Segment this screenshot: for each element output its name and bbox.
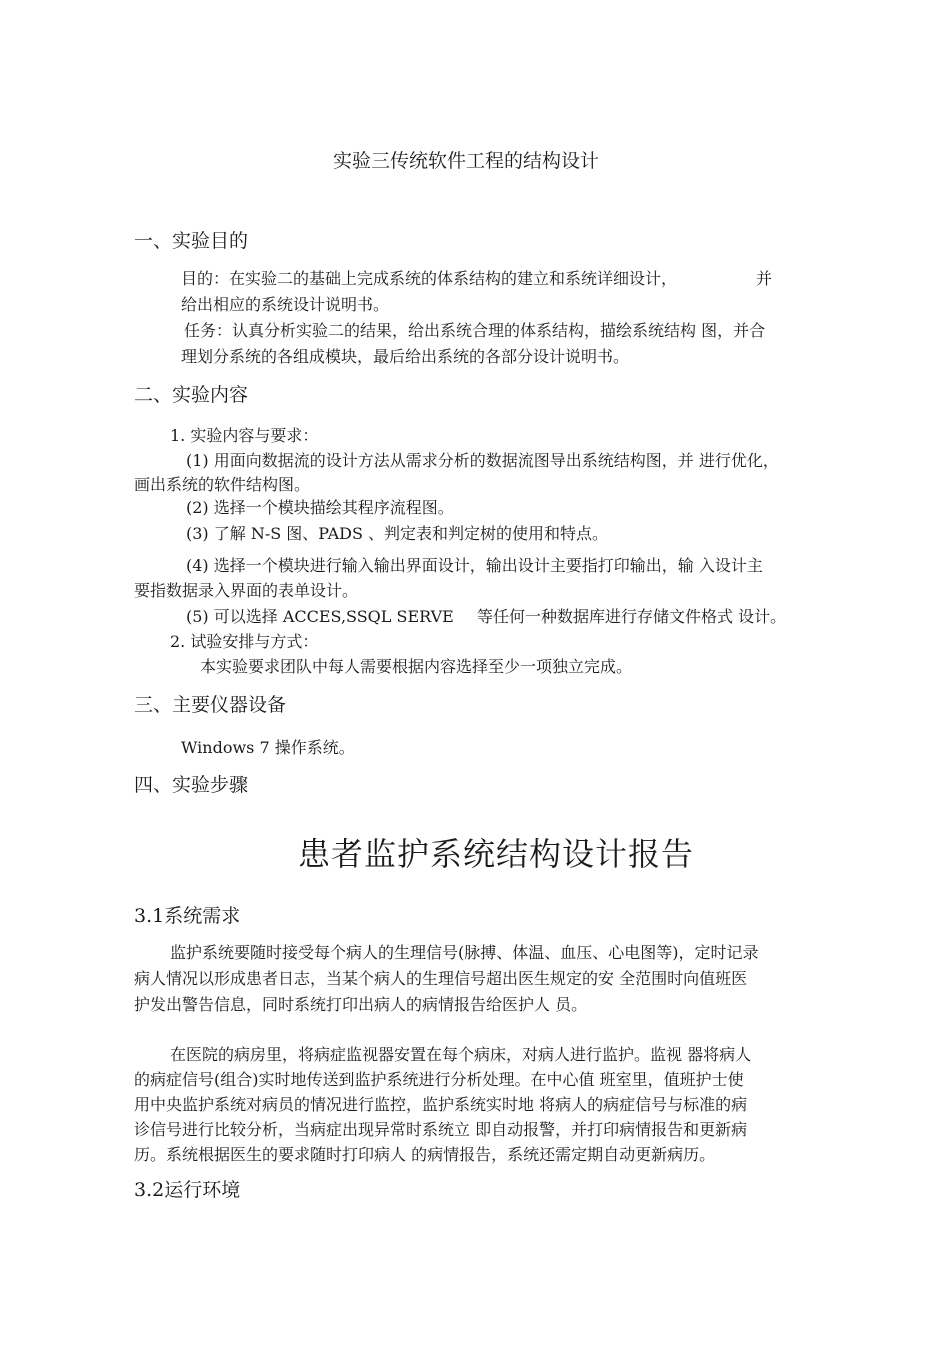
req-2: (2) 选择一个模块描绘其程序流程图。 [186, 498, 454, 517]
section-4-heading: 四、实验步骤 [134, 774, 249, 796]
req-4-line-2: 要指数据录入界面的表单设计。 [134, 581, 359, 600]
content-item-1: 1. 实验内容与要求： [170, 426, 319, 445]
requirements-p2-line-5: 历。系统根据医生的要求随时打印病人 的病情报告，系统还需定期自动更新病历。 [134, 1145, 716, 1164]
content-item-2: 2. 试验安排与方式： [170, 632, 319, 651]
requirements-p2-line-3: 用中央监护系统对病员的情况进行监控，监护系统实时地 将病人的病症信号与标准的病 [134, 1095, 748, 1114]
req-4-line-1: (4) 选择一个模块进行输入输出界面设计，输出设计主要指打印输出，输 入设计主 [186, 556, 763, 575]
requirements-p2-line-2: 的病症信号(组合)实时地传送到监护系统进行分析处理。在中心值 班室里，值班护士使 [134, 1070, 744, 1089]
req-3: (3) 了解 N-S 图、PADS 、判定表和判定树的使用和特点。 [186, 524, 609, 543]
requirements-p1-line-2: 病人情况以形成患者日志，当某个病人的生理信号超出医生规定的安 全范围时向值班医 [134, 969, 748, 988]
content-item-2-text: 本实验要求团队中每人需要根据内容选择至少一项独立完成。 [200, 657, 633, 676]
req-5-part-a: (5) 可以选择 ACCES,SSQL SERVE [186, 607, 454, 626]
purpose-line-1: 目的：在实验二的基础上完成系统的体系结构的建立和系统详细设计， [181, 269, 678, 288]
section-3-1-heading: 3.1系统需求 [134, 905, 241, 927]
report-title: 患者监护系统结构设计报告 [298, 835, 695, 873]
purpose-line-1-tail: 并 [756, 269, 773, 288]
requirements-p1-line-3: 护发出警告信息，同时系统打印出病人的病情报告给医护人 员。 [134, 995, 588, 1014]
req-5-part-b: 等任何一种数据库进行存储文件格式 设计。 [477, 607, 787, 626]
requirements-p2-line-4: 诊信号进行比较分析，当病症出现异常时系统立 即自动报警，并打印病情报告和更新病 [134, 1120, 748, 1139]
requirements-p1-line-1: 监护系统要随时接受每个病人的生理信号(脉搏、体温、血压、心电图等)，定时记录 [170, 943, 759, 962]
section-3-heading: 三、主要仪器设备 [134, 694, 287, 716]
req-1-line-2: 画出系统的软件结构图。 [134, 475, 311, 494]
section-1-heading: 一、实验目的 [134, 230, 249, 252]
purpose-line-2: 给出相应的系统设计说明书。 [181, 295, 390, 314]
equipment-text: Windows 7 操作系统。 [181, 738, 355, 757]
section-3-2-heading: 3.2运行环境 [134, 1179, 241, 1201]
requirements-p2-line-1: 在医院的病房里，将病症监视器安置在每个病床，对病人进行监护。监视 器将病人 [170, 1045, 752, 1064]
section-2-heading: 二、实验内容 [134, 384, 249, 406]
req-1-line-1: (1) 用面向数据流的设计方法从需求分析的数据流图导出系统结构图，并 进行优化， [186, 451, 779, 470]
task-line-1: 任务：认真分析实验二的结果，给出系统合理的体系结构，描绘系统结构 图，并合 [184, 321, 766, 340]
task-line-2: 理划分系统的各组成模块，最后给出系统的各部分设计说明书。 [181, 347, 630, 366]
doc-title: 实验三传统软件工程的结构设计 [333, 150, 600, 172]
